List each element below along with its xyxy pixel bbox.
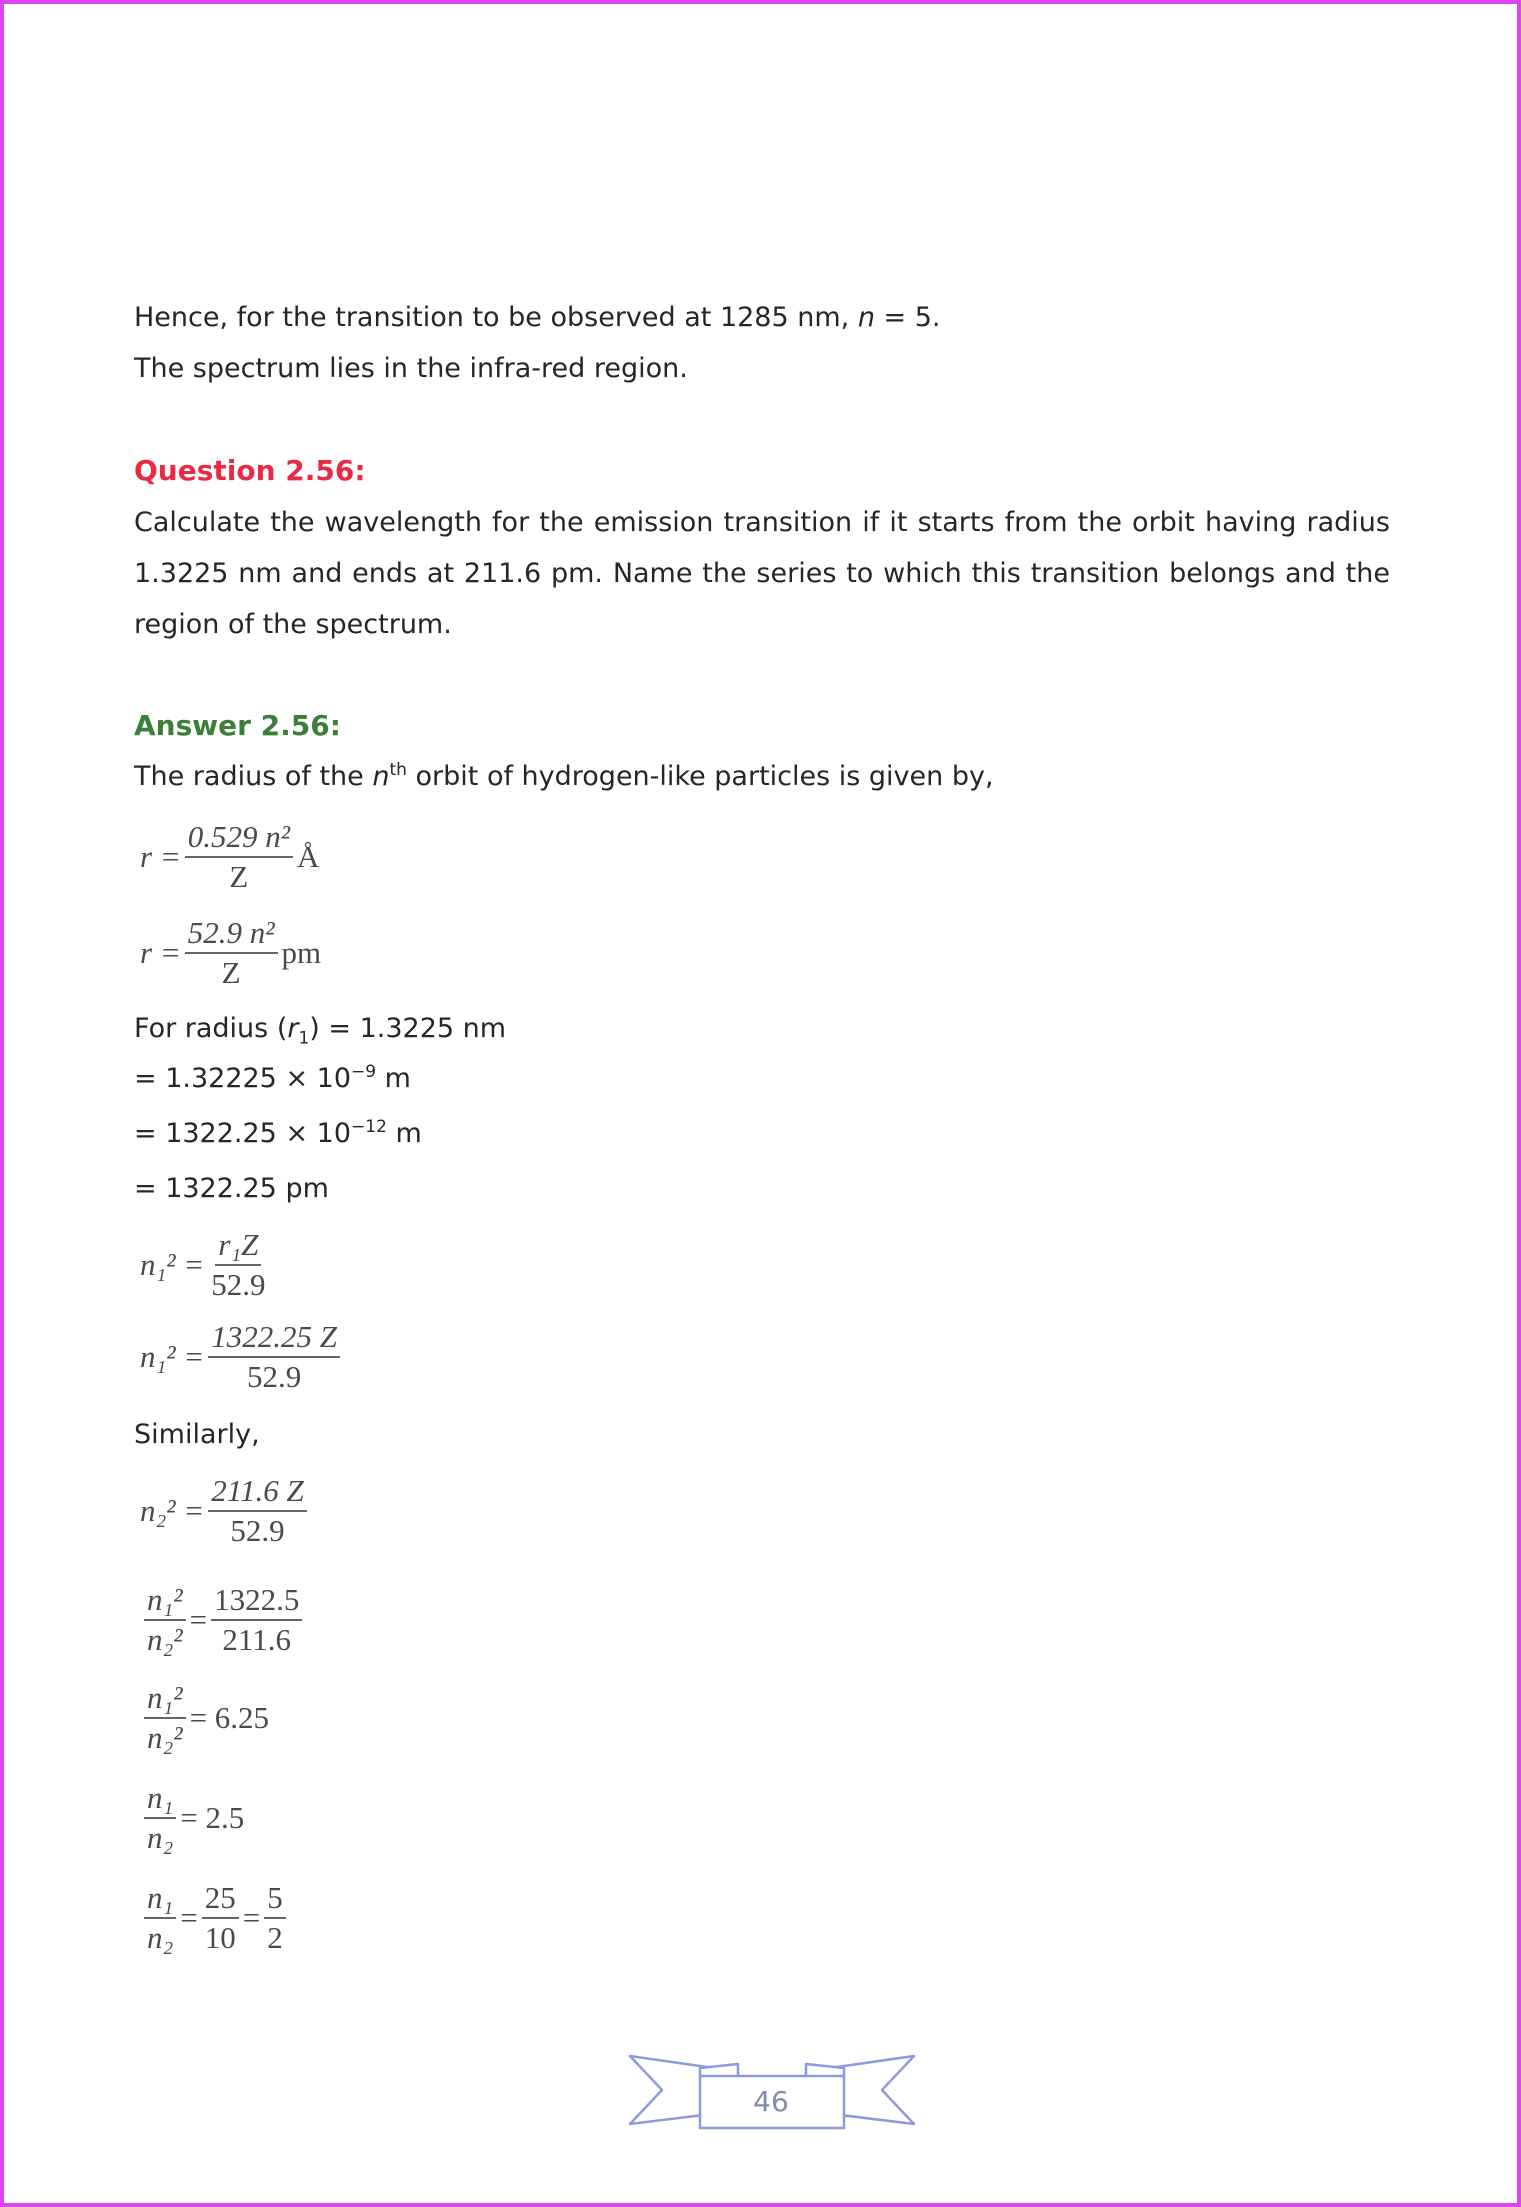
equation-radius-pm: r = $\frac{\text{52.9 n²}}{Z}$ pm [140,915,322,990]
step-3: = 1322.25 pm [134,1173,329,1204]
equation-ratio-squared: $\frac{\text{n₁²}}{\text{n₂²}}$ = $\frac{1322.5}{211.6}$ [140,1581,306,1659]
answer-heading: Answer 2.56: [134,709,341,742]
question-heading: Question 2.56: [134,454,366,487]
equation-ratio: $\frac{\text{n₁}}{\text{n₂}}$ = 2.5 [140,1779,244,1857]
equation-ratio-fraction: $\frac{\text{n₁}}{\text{n₂}}$ = $\frac{25}{10}$ = $\frac{5}{2}$ [140,1879,290,1957]
question-text: Calculate the wavelength for the emission transition if it starts from the orbit having radius 1.3225 nm and ends at 211.6 pm. Name the series to which this transition belongs and the region of the spectrum. [134,507,1390,640]
answer-intro: The radius of the $n^{th}$ orbit of hydrogen-like particles is given by, [134,760,994,792]
equation-n2-squared: n₂² = $\frac{211.6 Z}{52.9}$ [140,1472,311,1550]
step-2: = $1322.25 \times 10^{-12}$ m [134,1117,422,1149]
intro-line-1: Hence, for the transition to be observed at 1285 nm, n = 5. [134,302,941,333]
equation-n1-squared-value: n₁² = $\frac{1322.25 Z}{52.9}$ [140,1318,344,1396]
page-number: 46 [753,2085,789,2118]
step-1: = $1.32225 \times 10^{-9}$ m [134,1062,411,1094]
equation-n1-squared: n₁² = $\frac{\text{r₁Z}}{52.9}$ [140,1227,266,1302]
equation-radius-angstrom: r = $\frac{\text{0.529 n²}}{Z}$ Å [140,819,320,894]
similarly-label: Similarly, [134,1419,260,1450]
intro-line-2: The spectrum lies in the infra-red region. [134,353,688,384]
radius-line: For radius $(r_1) = 1.3225$ nm [134,1013,507,1049]
equation-ratio-squared-value: $\frac{\text{n₁²}}{\text{n₂²}}$ = 6.25 [140,1679,269,1757]
